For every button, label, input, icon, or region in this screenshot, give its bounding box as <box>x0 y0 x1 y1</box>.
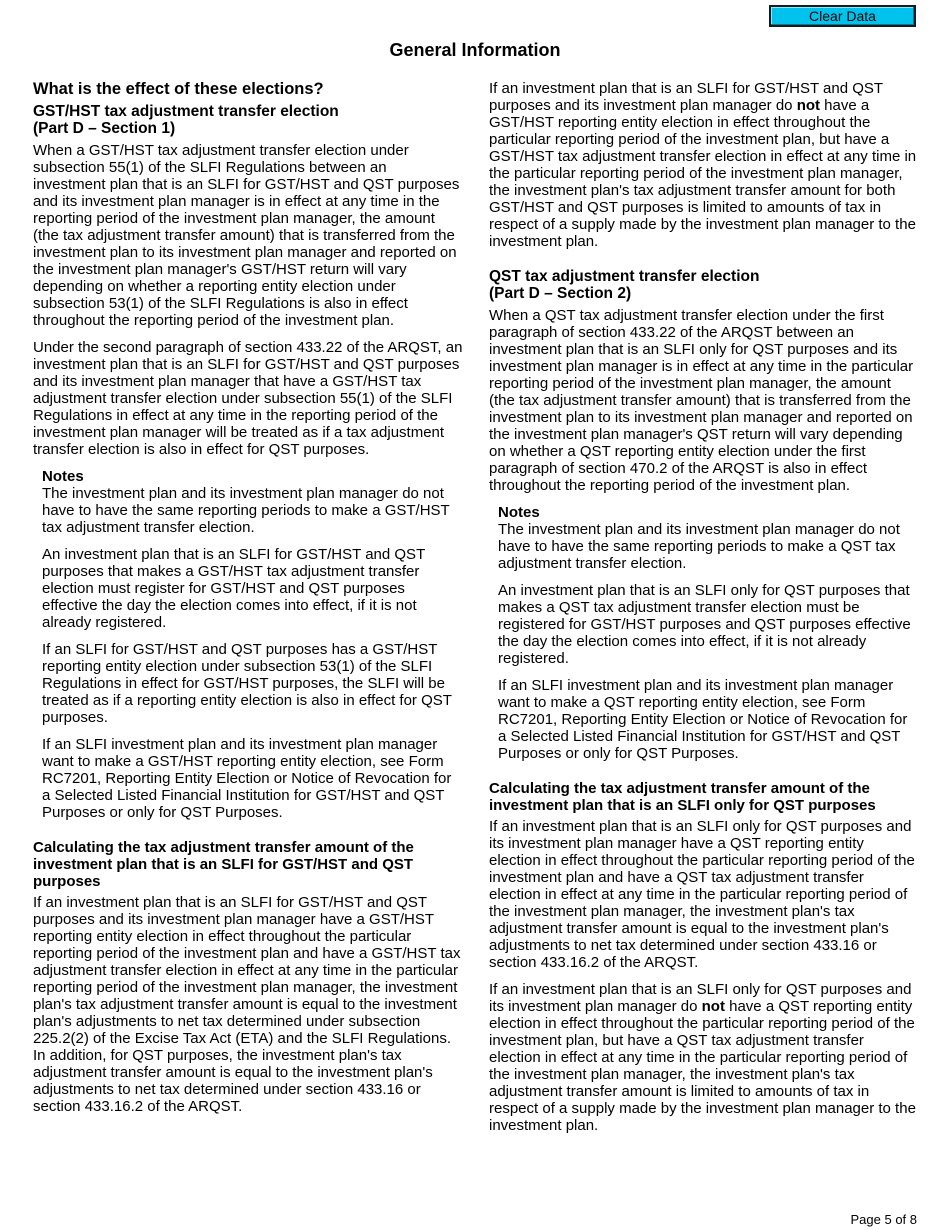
section1-paragraph-2: Under the second paragraph of section 433.22 of the ARQST, an investment plan that is an SLFI for GST/HST and QST purposes and its investment plan manager that have a GST/HST tax adjustment transfer election under subsection 55(1) of the SLFI Regulations in effect at any time in the reporting period of the investment plan manager will be treated as if a tax adjustment transfer election is also in effect for QST purposes. <box>33 339 463 458</box>
section2-note-1: The investment plan and its investment plan manager do not have to have the same reporting periods to make a QST tax adjustment transfer election. <box>498 521 900 572</box>
section1-title: GST/HST tax adjustment transfer election <box>33 103 339 120</box>
left-column <box>33 80 463 1125</box>
section1-paragraph-3: If an investment plan that is an SLFI for GST/HST and QST purposes and its investment plan manager do not have a GST/HST reporting entity election in effect throughout the particular reporting period of the investment plan, but have a GST/HST tax adjustment transfer election in effect at any time in the particular reporting period of the investment plan manager, the investment plan's tax adjustment transfer amount for both GST/HST and QST purposes is limited to amounts of tax in respect of a supply made by the investment plan manager to the investment plan. <box>489 80 917 250</box>
section2-paragraph-1: When a QST tax adjustment transfer election under the first paragraph of section 433.22 of the ARQST between an investment plan that is an SLFI only for QST purposes and its investment plan manager is in effect at any time in the particular reporting period of the investment plan manager, the amount (the tax adjustment transfer amount) that is transferred from the investment plan to its investment plan manager and reported on the investment plan manager's QST return will vary depending on whether a QST reporting entity election under the first paragraph of section 470.2 of the ARQST is also in effect throughout the reporting period of the investment plan. <box>489 307 914 494</box>
clear-data-button[interactable]: Clear Data <box>769 5 916 27</box>
calc-qst-heading: Calculating the tax adjustment transfer amount of the investment plan that is an SLFI only for QST purposes <box>489 780 876 814</box>
calc-gst-hst-heading: Calculating the tax adjustment transfer amount of the investment plan that is an SLFI for GST/HST and QST purposes <box>33 839 414 890</box>
calc-qst-paragraph-1: If an investment plan that is an SLFI only for QST purposes and its investment plan manager have a QST reporting entity election in effect throughout the particular reporting period of the investment plan and have a QST tax adjustment transfer election in effect at any time in the particular reporting period of the investment plan manager, the investment plan's tax adjustment transfer amount is equal to the investment plan's adjustments to net tax determined under section 433.16 or section 433.16.2 of the ARQST. <box>489 818 915 971</box>
section2-note-3: If an SLFI investment plan and its investment plan manager want to make a QST reporting entity election, see Form RC7201, Reporting Entity Election or Notice of Revocation for a Selected Listed Financial Institution for GST/HST and QST Purposes or only for QST Purposes. <box>498 677 908 762</box>
section1-note-2: An investment plan that is an SLFI for GST/HST and QST purposes that makes a GST/HST tax adjustment transfer election must register for GST/HST and QST purposes effective the day the election comes into effect, if it is not already registered. <box>42 546 425 631</box>
notes-label: Notes <box>42 468 84 485</box>
section2-title: QST tax adjustment transfer election <box>489 268 760 285</box>
page-title: General Information <box>389 40 561 60</box>
section2-notes <box>489 504 919 762</box>
page-number: Page 5 of 8 <box>850 1212 917 1227</box>
calc-qst-paragraph-2: If an investment plan that is an SLFI only for QST purposes and its investment plan manager do not have a QST reporting entity election in effect throughout the particular reporting period of the investment plan, but have a QST tax adjustment transfer election in effect at any time in the particular reporting period of the investment plan manager, the investment plan's tax adjustment transfer amount is limited to amounts of tax in respect of a supply made by the investment plan manager to the investment plan. <box>489 981 916 1134</box>
calc-gst-hst-paragraph: If an investment plan that is an SLFI for GST/HST and QST purposes and its investment plan manager have a GST/HST reporting entity election in effect throughout the particular reporting period of the investment plan and have a GST/HST tax adjustment transfer election in effect at any time in the particular reporting period of the investment plan manager, the investment plan's tax adjustment transfer amount is equal to the investment plan's adjustments to net tax determined under subsection 225.2(2) of the Excise Tax Act (ETA) and the SLFI Regulations. In addition, for QST purposes, the investment plan's tax adjustment transfer amount is equal to the investment plan's adjustments to net tax determined under section 433.16 or section 433.16.2 of the ARQST. <box>33 894 461 1115</box>
section2-part: (Part D – Section 2) <box>489 285 632 302</box>
section2-heading <box>489 268 919 302</box>
section2-note-2: An investment plan that is an SLFI only for QST purposes that makes a QST tax adjustment transfer election must be registered for GST/HST purposes and QST purposes effective the day the election comes into effect, if it is not already registered. <box>498 582 911 667</box>
section1-notes <box>33 468 463 821</box>
section1-note-4: If an SLFI investment plan and its investment plan manager want to make a GST/HST reporting entity election, see Form RC7201, Reporting Entity Election or Notice of Revocation for a Selected Listed Financial Institution for GST/HST and QST Purposes or only for QST Purposes. <box>42 736 452 821</box>
section1-paragraph-1: When a GST/HST tax adjustment transfer election under subsection 55(1) of the SLFI Regulations between an investment plan that is an SLFI for GST/HST and QST purposes and its investment plan manager is in effect at any time in the reporting period of the investment plan manager, the amount (the tax adjustment transfer amount) that is transferred from the investment plan to its investment plan manager and reported on the investment plan manager's GST/HST return will vary depending on whether a reporting entity election under subsection 53(1) of the SLFI Regulations is also in effect throughout the reporting period of the investment plan. <box>33 142 460 329</box>
notes-label: Notes <box>498 504 540 521</box>
effect-question-heading: What is the effect of these elections? <box>33 80 324 98</box>
section1-note-3: If an SLFI for GST/HST and QST purposes has a GST/HST reporting entity election under subsection 53(1) of the SLFI Regulations in effect for GST/HST purposes, the SLFI will be treated as if a reporting entity election is also in effect for QST purposes. <box>42 641 452 726</box>
section1-note-1: The investment plan and its investment plan manager do not have to have the same reporting periods to make a GST/HST tax adjustment transfer election. <box>42 485 450 536</box>
section1-heading <box>33 103 463 137</box>
section1-part: (Part D – Section 1) <box>33 120 176 137</box>
right-column <box>489 80 919 1144</box>
